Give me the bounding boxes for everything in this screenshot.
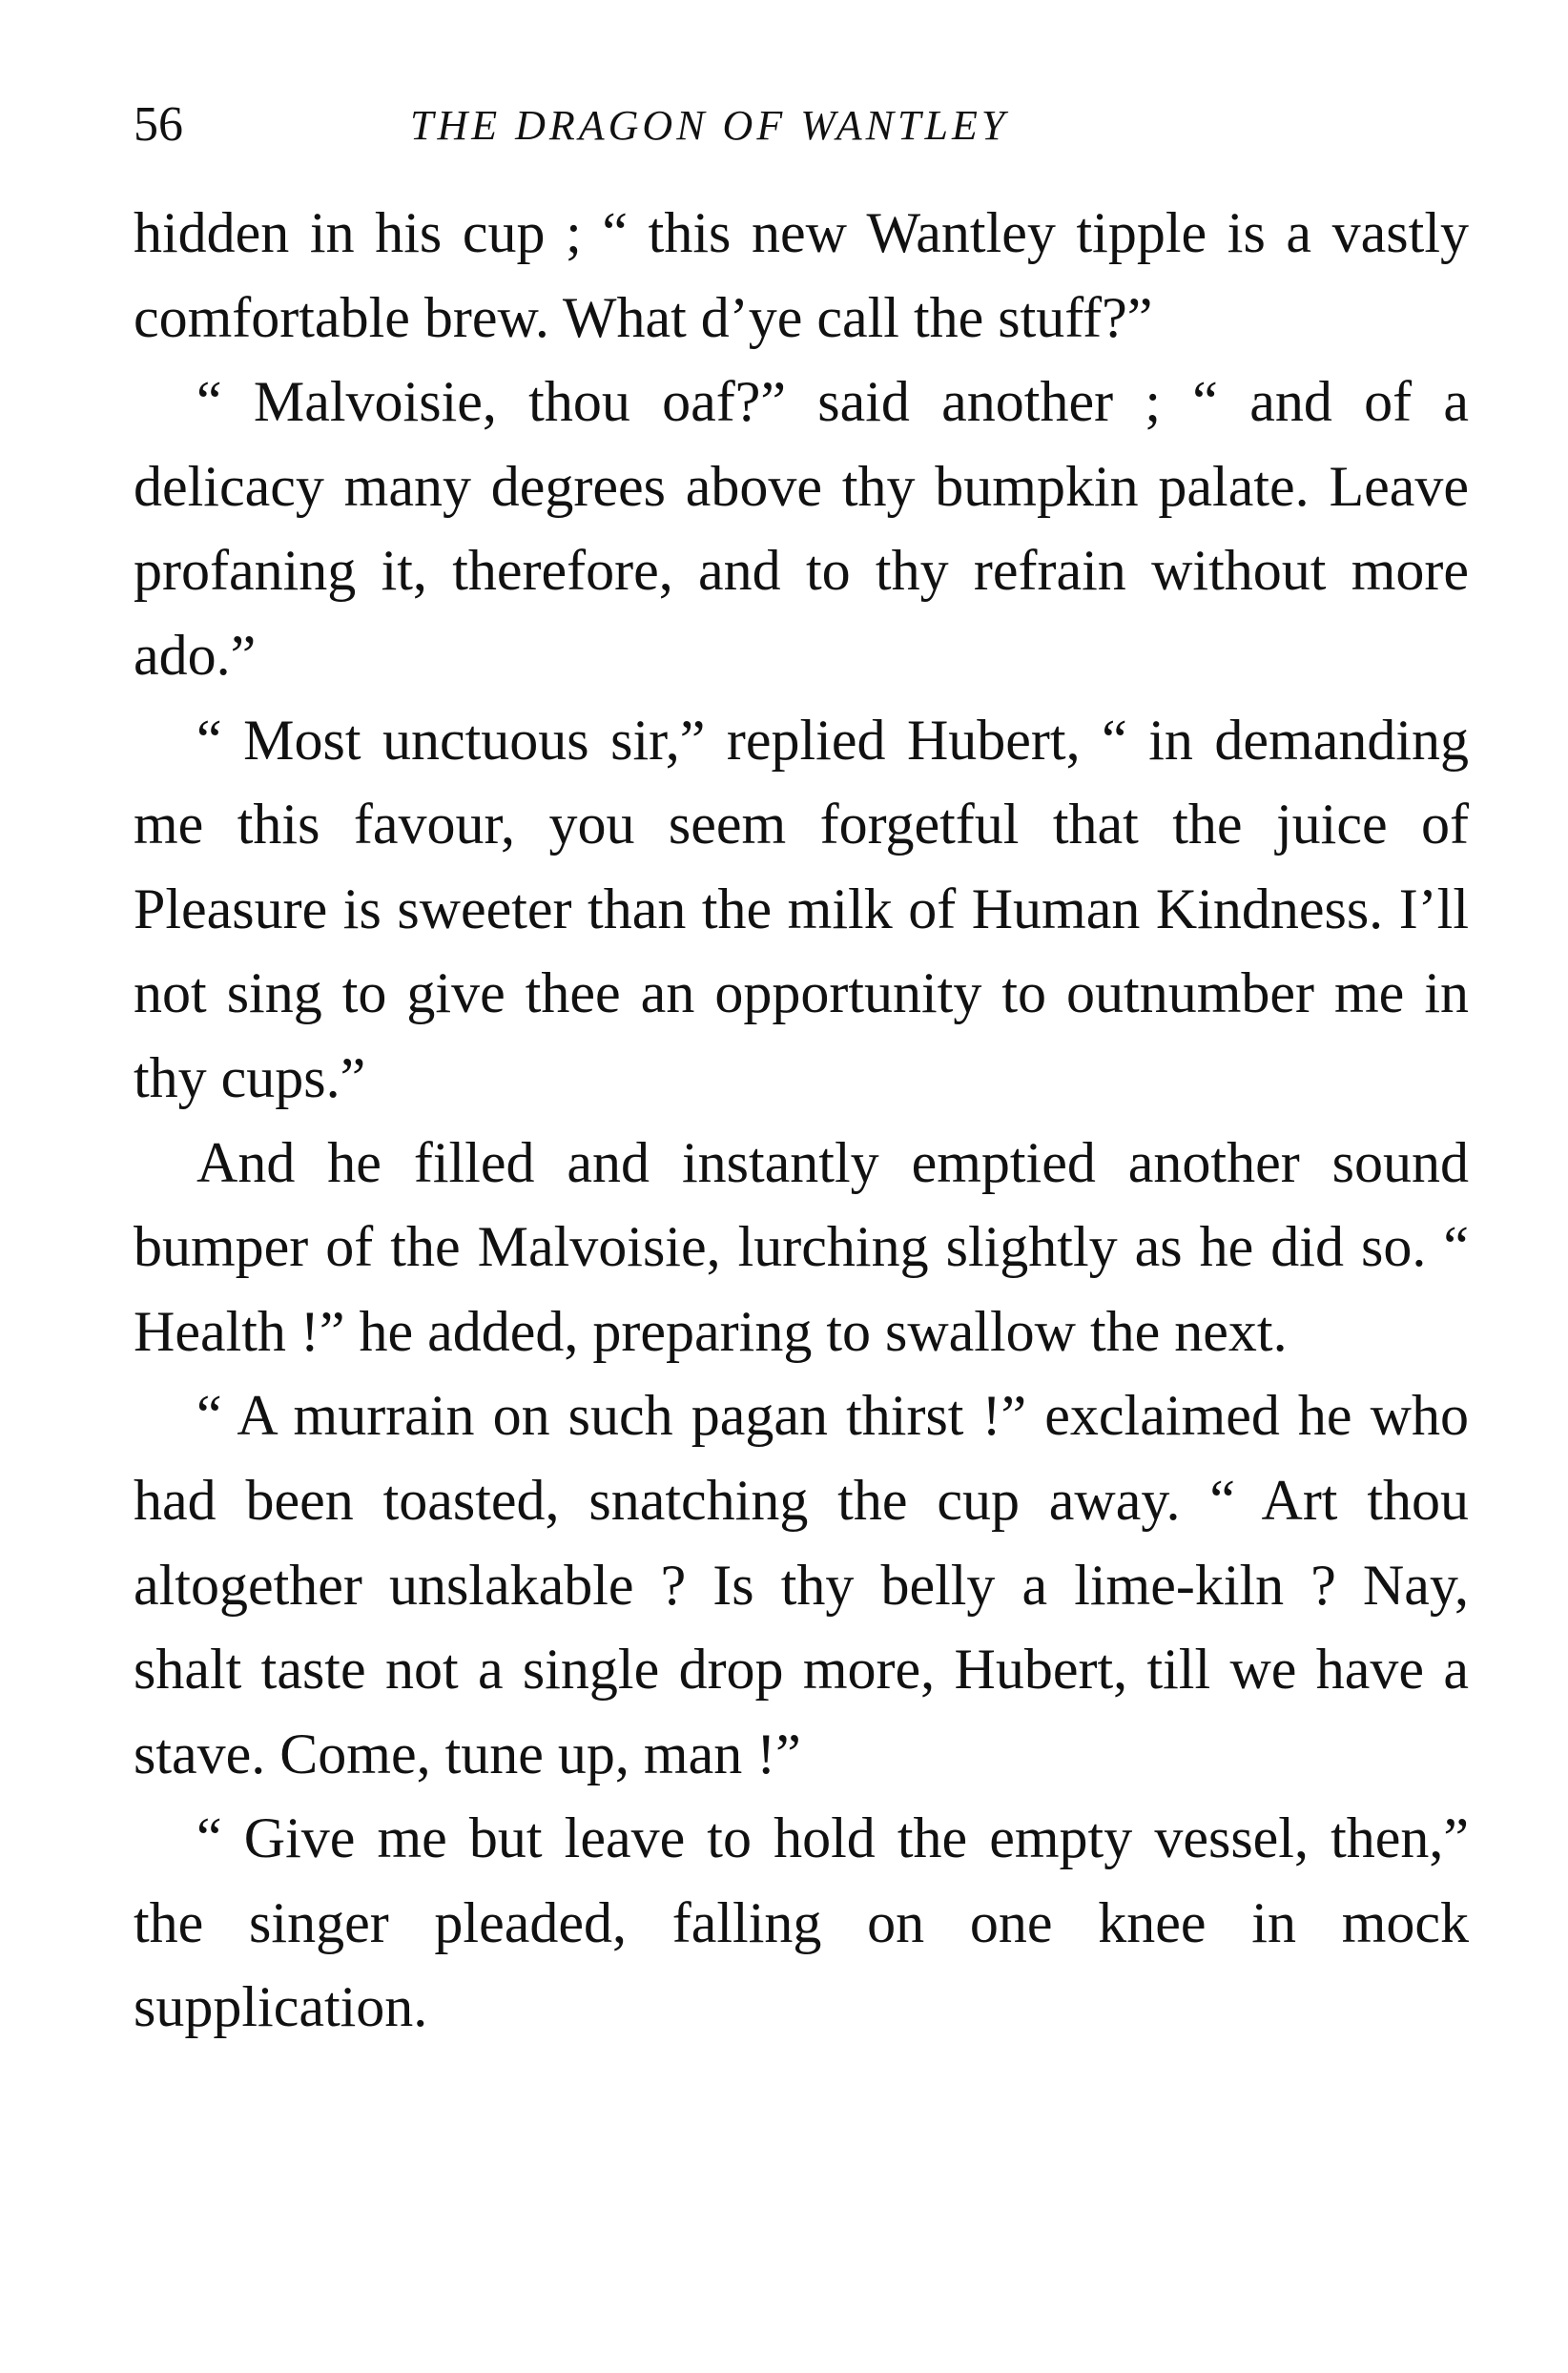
paragraph-1: hidden in his cup ; “ this new Wantley tipple is a vastly comfortable brew. What d’ye call the stuff?” [134, 201, 1469, 349]
running-header [134, 92, 1469, 158]
body-text [134, 191, 1469, 2050]
paragraph-2: “ Malvoisie, thou oaf?” said another ; “ and of a delicacy many degrees above thy bumpkin palate. Leave profaning it, therefore, and to thy refrain without more ado.” [134, 370, 1469, 687]
paragraph-3: “ Most unctuous sir,” replied Hubert, “ in demanding me this favour, you seem forgetful that the juice of Pleasure is sweeter than the milk of Human Kindness. I’ll not sing to give thee an opportunity to outnumber me in thy cups.” [134, 708, 1469, 1109]
paragraph-4: And he filled and instantly emptied another sound bumper of the Malvoisie, lurching slightly as he did so. “ Health !” he added, preparing to swallow the next. [134, 1130, 1469, 1363]
paragraph-5: “ A murrain on such pagan thirst !” exclaimed he who had been toasted, snatching the cup away. “ Art thou altogether unslakable ? Is thy belly a lime-kiln ? Nay, shalt taste not a single drop more, Hubert, till we have a stave. Come, tune up, man !” [134, 1384, 1469, 1785]
paragraph-6: “ Give me but leave to hold the empty vessel, then,” the singer pleaded, falling on one knee in mock supplication. [134, 1806, 1469, 2039]
running-title: THE DRAGON OF WANTLEY [410, 102, 1009, 149]
page-number: 56 [134, 97, 183, 152]
